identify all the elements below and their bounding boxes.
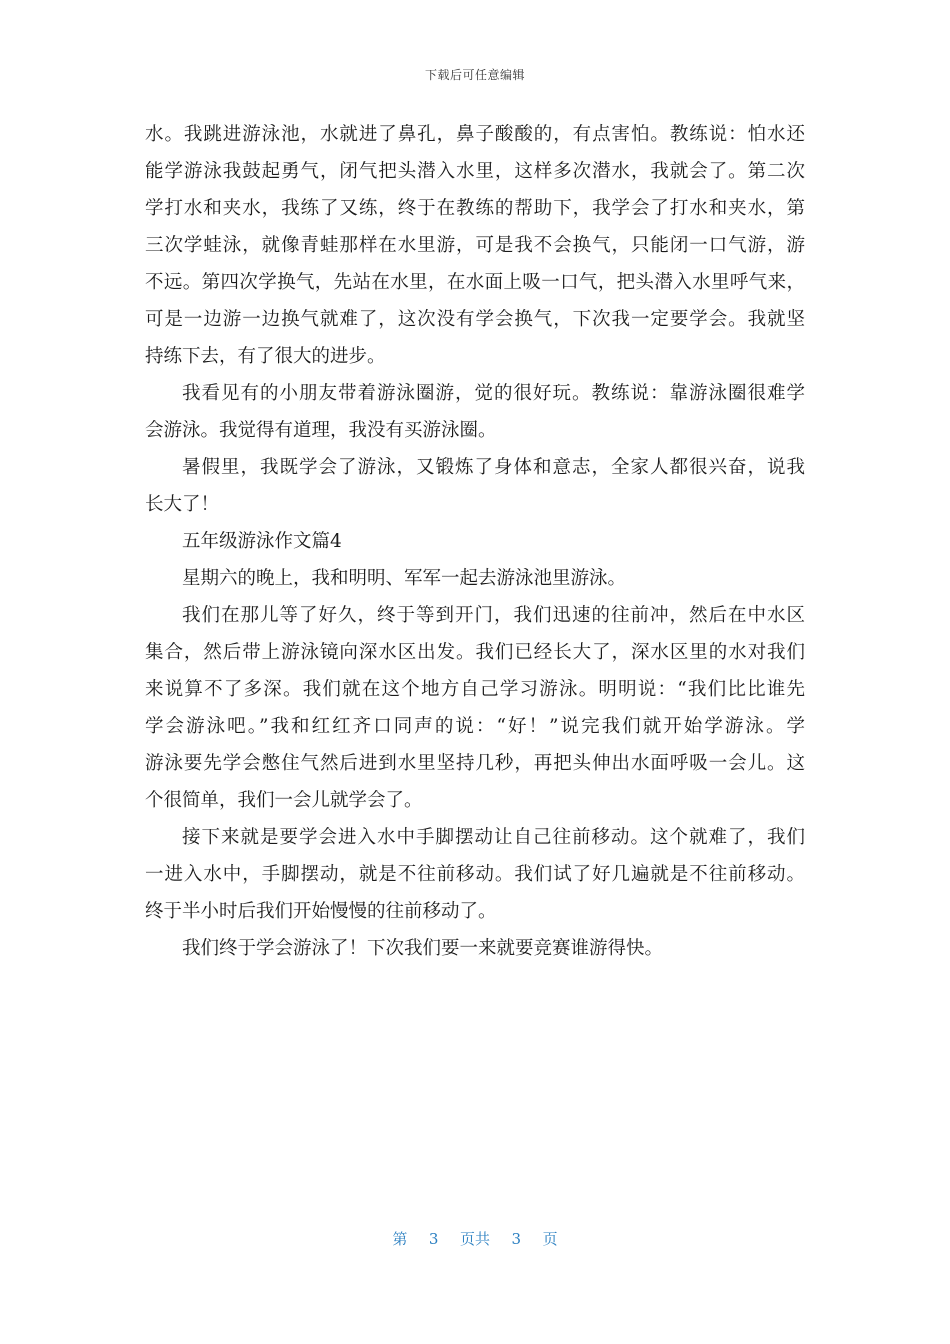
text-line: 来说算不了多深。我们就在这个地方自己学习游泳。明明说：“我们比比谁先 bbox=[145, 679, 805, 700]
text-line: 会游泳。我觉得有道理，我没有买游泳圈。 bbox=[145, 420, 497, 441]
text-line: 五年级游泳作文篇4 bbox=[182, 531, 342, 552]
text-line: 我看见有的小朋友带着游泳圈游，觉的很好玩。教练说：靠游泳圈很难学 bbox=[182, 383, 805, 404]
page-number-footer: 第 3 页共 3 页 bbox=[392, 1230, 558, 1248]
header-note: 下载后可任意编辑 bbox=[424, 68, 525, 82]
text-line: 可是一边游一边换气就难了，这次没有学会换气，下次我一定要学会。我就坚 bbox=[145, 309, 805, 330]
text-line: 我们在那儿等了好久，终于等到开门，我们迅速的往前冲，然后在中水区 bbox=[182, 605, 805, 626]
text-line: 终于半小时后我们开始慢慢的往前移动了。 bbox=[145, 901, 497, 922]
text-line: 游泳要先学会憋住气然后进到水里坚持几秒，再把头伸出水面呼吸一会儿。这 bbox=[145, 753, 805, 774]
text-line: 接下来就是要学会进入水中手脚摆动让自己往前移动。这个就难了，我们 bbox=[182, 827, 805, 848]
text-line: 持练下去，有了很大的进步。 bbox=[145, 346, 386, 367]
text-line: 我们终于学会游泳了！下次我们要一来就要竞赛谁游得快。 bbox=[182, 938, 664, 959]
text-line: 一进入水中，手脚摆动，就是不往前移动。我们试了好几遍就是不往前移动。 bbox=[145, 864, 805, 885]
text-line: 集合，然后带上游泳镜向深水区出发。我们已经长大了，深水区里的水对我们 bbox=[145, 642, 805, 663]
text-line: 长大了！ bbox=[145, 494, 220, 515]
text-line: 能学游泳我鼓起勇气，闭气把头潜入水里，这样多次潜水，我就会了。第二次 bbox=[145, 161, 805, 182]
text-line: 水。我跳进游泳池，水就进了鼻孔，鼻子酸酸的，有点害怕。教练说：怕水还 bbox=[145, 124, 805, 145]
text-line: 学会游泳吧。”我和红红齐口同声的说：“好！”说完我们就开始学游泳。学 bbox=[145, 716, 805, 737]
text-line: 学打水和夹水，我练了又练，终于在教练的帮助下，我学会了打水和夹水，第 bbox=[145, 198, 805, 219]
text-line: 个很简单，我们一会儿就学会了。 bbox=[145, 790, 423, 811]
text-line: 星期六的晚上，我和明明、军军一起去游泳池里游泳。 bbox=[182, 568, 627, 589]
text-line: 三次学蛙泳，就像青蛙那样在水里游，可是我不会换气，只能闭一口气游，游 bbox=[145, 235, 805, 256]
document-body bbox=[145, 116, 805, 967]
text-line: 不远。第四次学换气，先站在水里，在水面上吸一口气，把头潜入水里呼气来， bbox=[145, 272, 805, 293]
text-line: 暑假里，我既学会了游泳，又锻炼了身体和意志，全家人都很兴奋，说我 bbox=[182, 457, 805, 478]
